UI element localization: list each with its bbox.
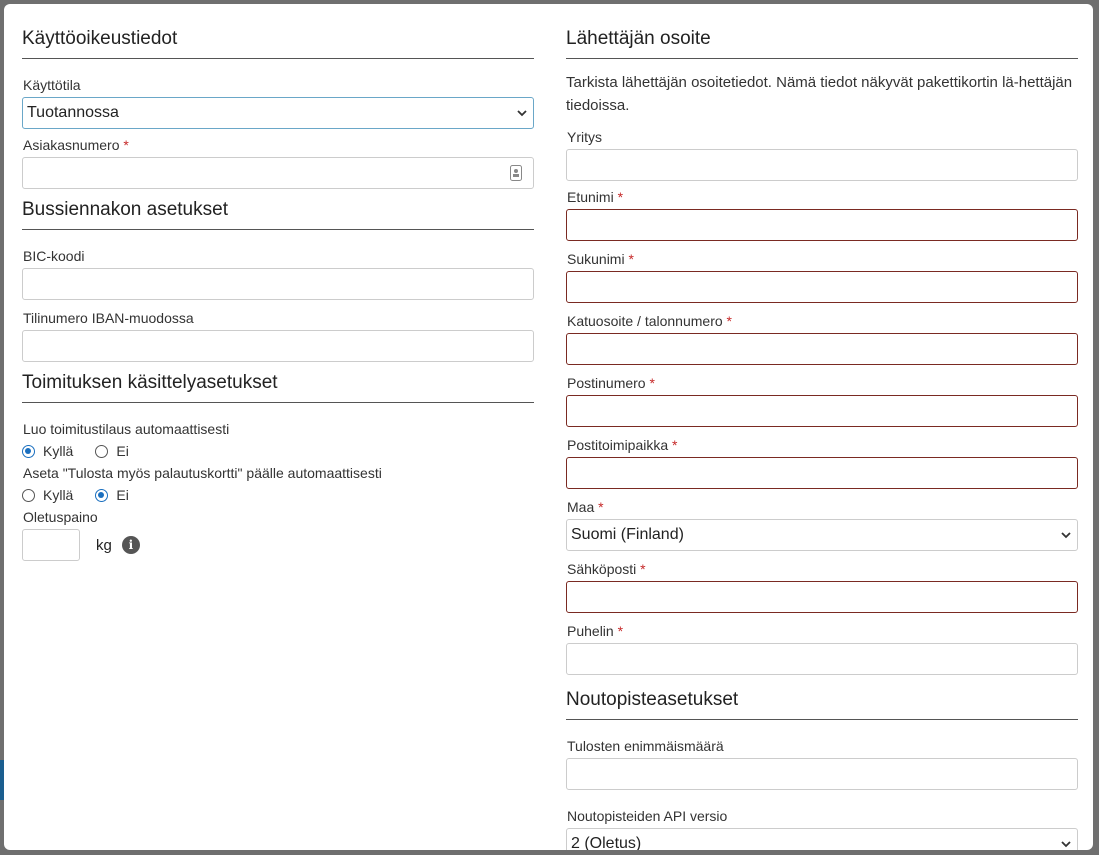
required-mark: * xyxy=(617,189,624,205)
max-results-input[interactable] xyxy=(566,758,1078,790)
delivery-section-title: Toimituksen käsittelyasetukset xyxy=(22,372,534,403)
return-card-no-option[interactable] xyxy=(95,487,128,503)
firstname-label: Etunimi xyxy=(567,189,614,205)
customer-number-input[interactable] xyxy=(22,157,534,189)
right-column xyxy=(566,28,1078,850)
required-mark: * xyxy=(123,137,129,153)
required-mark: * xyxy=(628,251,634,267)
return-card-no-radio[interactable] xyxy=(95,489,108,502)
pickup-section-title: Noutopisteasetukset xyxy=(566,689,1078,720)
return-card-yes-option[interactable] xyxy=(22,487,73,503)
bic-input[interactable] xyxy=(22,268,534,300)
default-weight-input[interactable] xyxy=(22,529,80,561)
firstname-input[interactable] xyxy=(566,209,1078,241)
mode-select-value: Tuotannossa xyxy=(22,97,534,129)
street-input[interactable] xyxy=(566,333,1078,365)
return-card-no-label: Ei xyxy=(116,487,129,503)
country-select-value: Suomi (Finland) xyxy=(566,519,1078,551)
company-label: Yritys xyxy=(567,129,602,145)
chevron-down-icon xyxy=(1060,838,1072,850)
required-mark: * xyxy=(649,375,655,391)
auto-order-radio-group xyxy=(22,443,534,459)
email-label: Sähköposti xyxy=(567,561,637,577)
auto-order-label: Luo toimitustilaus automaattisesti xyxy=(23,421,230,437)
email-input[interactable] xyxy=(566,581,1078,613)
return-card-radio-group xyxy=(22,487,534,503)
auto-order-yes-label: Kyllä xyxy=(43,443,74,459)
return-card-yes-label: Kyllä xyxy=(43,487,74,503)
auto-order-no-label: Ei xyxy=(116,443,129,459)
return-card-yes-radio[interactable] xyxy=(22,489,35,502)
lastname-label: Sukunimi xyxy=(567,251,625,267)
required-mark: * xyxy=(640,561,646,577)
auto-order-no-radio[interactable] xyxy=(95,445,108,458)
access-section-title: Käyttöoikeustiedot xyxy=(22,28,534,59)
left-column xyxy=(22,28,534,561)
return-card-label: Aseta "Tulosta myös palautuskortti" päälle automaattisesti xyxy=(23,465,382,481)
mode-select[interactable] xyxy=(22,97,534,129)
iban-label: Tilinumero IBAN-muodossa xyxy=(23,310,194,326)
city-input[interactable] xyxy=(566,457,1078,489)
company-input[interactable] xyxy=(566,149,1078,181)
phone-label: Puhelin xyxy=(567,623,614,639)
mode-label: Käyttötila xyxy=(23,77,81,93)
country-label: Maa xyxy=(567,499,595,515)
customer-number-label: Asiakasnumero xyxy=(23,137,120,153)
lastname-input[interactable] xyxy=(566,271,1078,303)
api-version-value: 2 (Oletus) xyxy=(566,828,1078,850)
weight-unit: kg xyxy=(96,536,112,554)
auto-order-yes-radio[interactable] xyxy=(22,445,35,458)
api-version-select[interactable] xyxy=(566,828,1078,850)
info-icon[interactable]: i xyxy=(122,536,140,554)
city-label: Postitoimipaikka xyxy=(567,437,669,453)
country-select[interactable] xyxy=(566,519,1078,551)
weight-label: Oletuspaino xyxy=(23,509,98,525)
required-mark: * xyxy=(726,313,732,329)
street-label: Katuosoite / talonnumero xyxy=(567,313,723,329)
phone-input[interactable] xyxy=(566,643,1078,675)
sender-description: Tarkista lähettäjän osoitetiedot. Nämä tiedot näkyvät pakettikortin lä-hettäjän tiedoissa. xyxy=(566,74,1073,114)
api-version-label: Noutopisteiden API versio xyxy=(567,808,728,824)
contact-card-icon[interactable] xyxy=(510,165,522,181)
sender-section-title: Lähettäjän osoite xyxy=(566,28,1078,59)
settings-modal xyxy=(4,4,1093,850)
auto-order-yes-option[interactable] xyxy=(22,443,73,459)
auto-order-no-option[interactable] xyxy=(95,443,128,459)
required-mark: * xyxy=(617,623,624,639)
chevron-down-icon xyxy=(1060,529,1072,541)
required-mark: * xyxy=(672,437,678,453)
required-mark: * xyxy=(598,499,604,515)
postcode-label: Postinumero xyxy=(567,375,646,391)
bank-section-title: Bussiennakon asetukset xyxy=(22,199,534,230)
max-results-label: Tulosten enimmäismäärä xyxy=(567,738,724,754)
postcode-input[interactable] xyxy=(566,395,1078,427)
iban-input[interactable] xyxy=(22,330,534,362)
bic-label: BIC-koodi xyxy=(23,248,85,264)
chevron-down-icon xyxy=(516,107,528,119)
